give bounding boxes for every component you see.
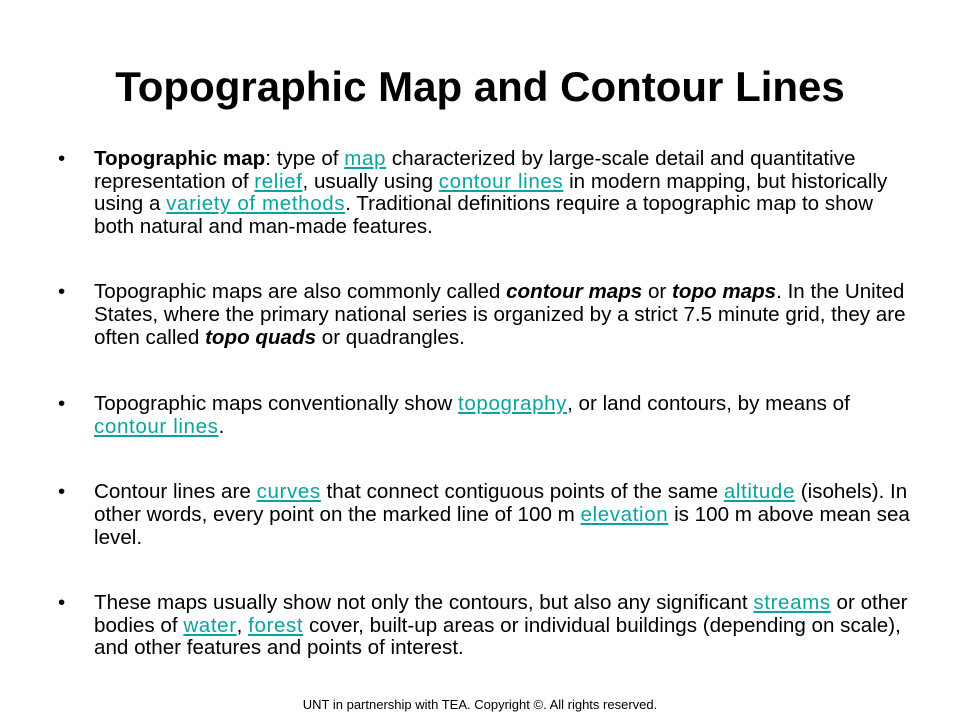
slide-title: Topographic Map and Contour Lines	[115, 63, 845, 110]
text-run: Contour lines are	[94, 480, 257, 504]
text-run: , or land contours, by means of	[567, 392, 850, 416]
text-run: or other bodies of	[94, 591, 908, 637]
text-run: . In the United States, where the primary national series is organized by a strict 7.5 minute grid, they are often called	[94, 280, 906, 349]
text-run: (isohels). In other words, every point on the marked line of 100 m	[94, 480, 908, 526]
text-run: in modern mapping, but historically using a	[94, 169, 888, 216]
text-run: : type of	[265, 147, 345, 170]
bullet-item-topography	[56, 393, 916, 438]
link-variety-of-methods[interactable]: variety of methods	[166, 192, 346, 216]
link-map[interactable]: map	[344, 147, 387, 170]
text-run: or	[642, 280, 673, 304]
bullet-item-topographic-map-definition	[56, 148, 916, 238]
link-water[interactable]: water	[183, 613, 237, 637]
link-topography[interactable]: topography	[458, 392, 568, 416]
text-run: . Traditional definitions require a topographic map to show both natural and man-made features.	[94, 192, 873, 238]
bold-italic-term: topo maps	[672, 280, 777, 304]
link-elevation[interactable]: elevation	[580, 502, 669, 526]
bullet-item-map-features	[56, 592, 916, 660]
link-streams[interactable]: streams	[753, 591, 831, 615]
text-run: , usually using	[302, 169, 439, 193]
link-relief[interactable]: relief	[254, 169, 303, 193]
text-run: or quadrangles.	[316, 325, 465, 349]
copyright-footer: UNT in partnership with TEA. Copyright ©. All rights reserved.	[302, 697, 658, 712]
bullet-list	[56, 148, 916, 705]
text-run: that connect contiguous points of the same	[320, 480, 724, 504]
bold-italic-term: topo quads	[205, 325, 317, 349]
link-contour-lines[interactable]: contour lines	[94, 414, 219, 438]
bullet-item-contour-maps	[56, 281, 916, 349]
link-forest[interactable]: forest	[248, 613, 304, 637]
text-run: cover, built-up areas or individual buildings (depending on scale), and other features and points of interest.	[94, 613, 901, 660]
text-run: Topographic maps conventionally show	[94, 392, 459, 416]
link-curves[interactable]: curves	[256, 480, 321, 504]
bullet-item-contour-lines	[56, 481, 916, 549]
text-run: .	[218, 414, 225, 438]
link-contour-lines[interactable]: contour lines	[438, 169, 564, 193]
bold-italic-term: contour maps	[506, 280, 643, 304]
text-run: ,	[236, 613, 249, 637]
text-run: is 100 m above mean sea level.	[94, 502, 910, 549]
text-run: Topographic maps are also commonly called	[94, 280, 507, 304]
link-altitude[interactable]: altitude	[723, 480, 796, 504]
text-run: characterized by large-scale detail and quantitative representation of	[94, 147, 856, 193]
bold-term: Topographic map	[94, 147, 266, 170]
text-run: These maps usually show not only the contours, but also any significant	[94, 591, 754, 615]
